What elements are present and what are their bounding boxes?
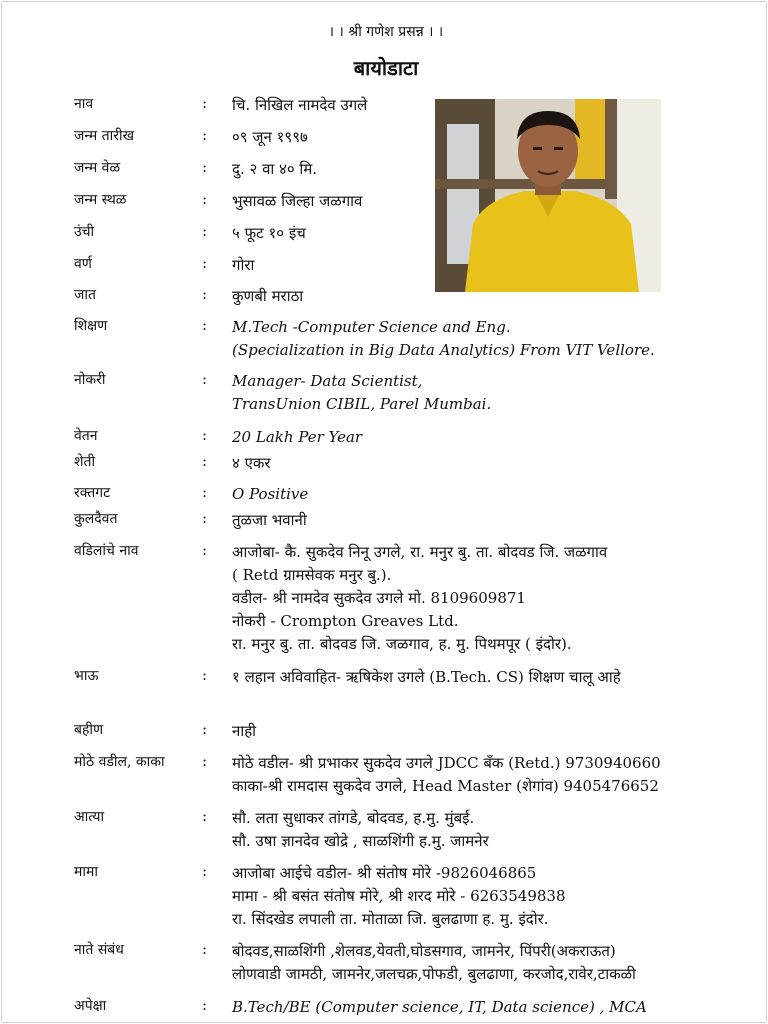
- colon: :: [202, 254, 208, 272]
- value-caste: कुणबी मराठा: [232, 287, 304, 305]
- value-relations: बोदवड,साळशिंगी ,शेलवड,येवती,घोडसगाव, जामनेर, पिंपरी(अकराऊत) लोणवाडी जामठी, जामनेर,जलचक्र,पोफडी, बुलढाणा, करजोद,रावेर,टाकळी: [232, 942, 636, 983]
- colon: :: [202, 666, 208, 684]
- colon: :: [202, 541, 208, 559]
- label-birth-time: जन्म वेळ: [74, 160, 121, 176]
- colon: :: [202, 126, 208, 144]
- person-photo-icon: [435, 99, 661, 292]
- value-birth-time: दु. २ वा ४० मि.: [232, 160, 318, 178]
- label-expectation: अपेक्षा: [74, 998, 107, 1014]
- label-blood-group: रक्तगट: [74, 485, 111, 501]
- colon: :: [202, 807, 208, 825]
- colon: :: [202, 158, 208, 176]
- value-education: M.Tech -Computer Science and Eng. (Specialization in Big Data Analytics) From VIT Vellore.: [232, 318, 655, 359]
- label-height: उंची: [74, 224, 95, 240]
- value-farming: ४ एकर: [232, 454, 271, 472]
- value-brother: १ लहान अविवाहित- ऋषिकेश उगले (B.Tech. CS) शिक्षण चालू आहे: [232, 668, 621, 686]
- label-birth-place: जन्म स्थळ: [74, 192, 127, 208]
- colon: :: [202, 483, 208, 501]
- label-complexion: वर्ण: [74, 256, 92, 272]
- label-maternal: मामा: [74, 864, 98, 880]
- value-father: आजोबा- कै. सुकदेव निनू उगले, रा. मनुर बु. ता. बोदवड जि. जळगाव ( Retd ग्रामसेवक मनुर बु.). वडील- श्री नामदेव सुकदेव उगले मो. 8109609871 नोकरी - Crompton Greaves Ltd. रा. मनुर बु. ता. बोदवड जि. जळगाव, ह. मु. पिथमपूर ( इंदोर).: [232, 543, 608, 653]
- profile-photo: [435, 99, 661, 292]
- colon: :: [202, 426, 208, 444]
- value-birth-place: भुसावळ जिल्हा जळगाव: [232, 192, 363, 210]
- colon: :: [202, 862, 208, 880]
- value-salary: 20 Lakh Per Year: [232, 428, 363, 446]
- value-maternal: आजोबा आईचे वडील- श्री संतोष मोरे -9826046865 मामा - श्री बसंत संतोष मोरे, श्री शरद मोरे - 6263549838 रा. सिंदखेड लपाली ता. मोताळा जि. बुलढाणा ह. मु. इंदोर.: [232, 864, 566, 928]
- value-family-deity: तुळजा भवानी: [232, 511, 307, 529]
- label-job: नोकरी: [74, 372, 106, 388]
- label-dob: जन्म तारीख: [74, 128, 135, 144]
- page-title: बायोडाटा: [353, 56, 419, 80]
- label-education: शिक्षण: [74, 318, 108, 334]
- value-aunts: सौ. लता सुधाकर तांगडे, बोदवड, ह.मु. मुंबई. सौ. उषा ज्ञानदेव खोद्रे , साळशिंगी ह.मु. जामनेर: [232, 809, 489, 850]
- label-salary: वेतन: [74, 428, 98, 444]
- value-expectation: B.Tech/BE (Computer science, IT, Data science) , MCA: [232, 998, 647, 1016]
- colon: :: [202, 509, 208, 527]
- value-sister: नाही: [232, 722, 257, 740]
- label-farming: शेती: [74, 454, 96, 470]
- label-father: वडिलांचे नाव: [74, 543, 139, 559]
- label-name: नाव: [74, 96, 94, 112]
- colon: :: [202, 285, 208, 303]
- label-brother: भाऊ: [74, 668, 99, 684]
- colon: :: [202, 316, 208, 334]
- value-blood-group: O Positive: [232, 485, 309, 503]
- colon: :: [202, 222, 208, 240]
- biodata-page: [1, 1, 767, 1023]
- label-aunts: आत्या: [74, 809, 105, 825]
- colon: :: [202, 940, 208, 958]
- value-height: ५ फूट १० इंच: [232, 224, 306, 242]
- label-family-deity: कुलदैवत: [74, 511, 118, 527]
- colon: :: [202, 452, 208, 470]
- colon: :: [202, 370, 208, 388]
- value-job: Manager- Data Scientist, TransUnion CIBIL, Parel Mumbai.: [232, 372, 492, 413]
- colon: :: [202, 996, 208, 1014]
- colon: :: [202, 720, 208, 738]
- blessing-header: । । श्री गणेश प्रसन्न । ।: [328, 24, 444, 40]
- colon: :: [202, 94, 208, 112]
- label-sister: बहीण: [74, 722, 104, 738]
- colon: :: [202, 752, 208, 770]
- label-uncles: मोठे वडील, काका: [74, 754, 165, 770]
- value-complexion: गोरा: [232, 256, 255, 274]
- value-name: चि. निखिल नामदेव उगले: [232, 96, 368, 114]
- value-uncles: मोठे वडील- श्री प्रभाकर सुकदेव उगले JDCC बँक (Retd.) 9730940660 काका-श्री रामदास सुकदेव उगले, Head Master (शेगांव) 9405476652: [232, 754, 661, 795]
- label-caste: जात: [74, 287, 96, 303]
- value-dob: ०९ जून १९९७: [232, 128, 308, 146]
- colon: :: [202, 190, 208, 208]
- label-relations: नाते संबंध: [74, 942, 124, 958]
